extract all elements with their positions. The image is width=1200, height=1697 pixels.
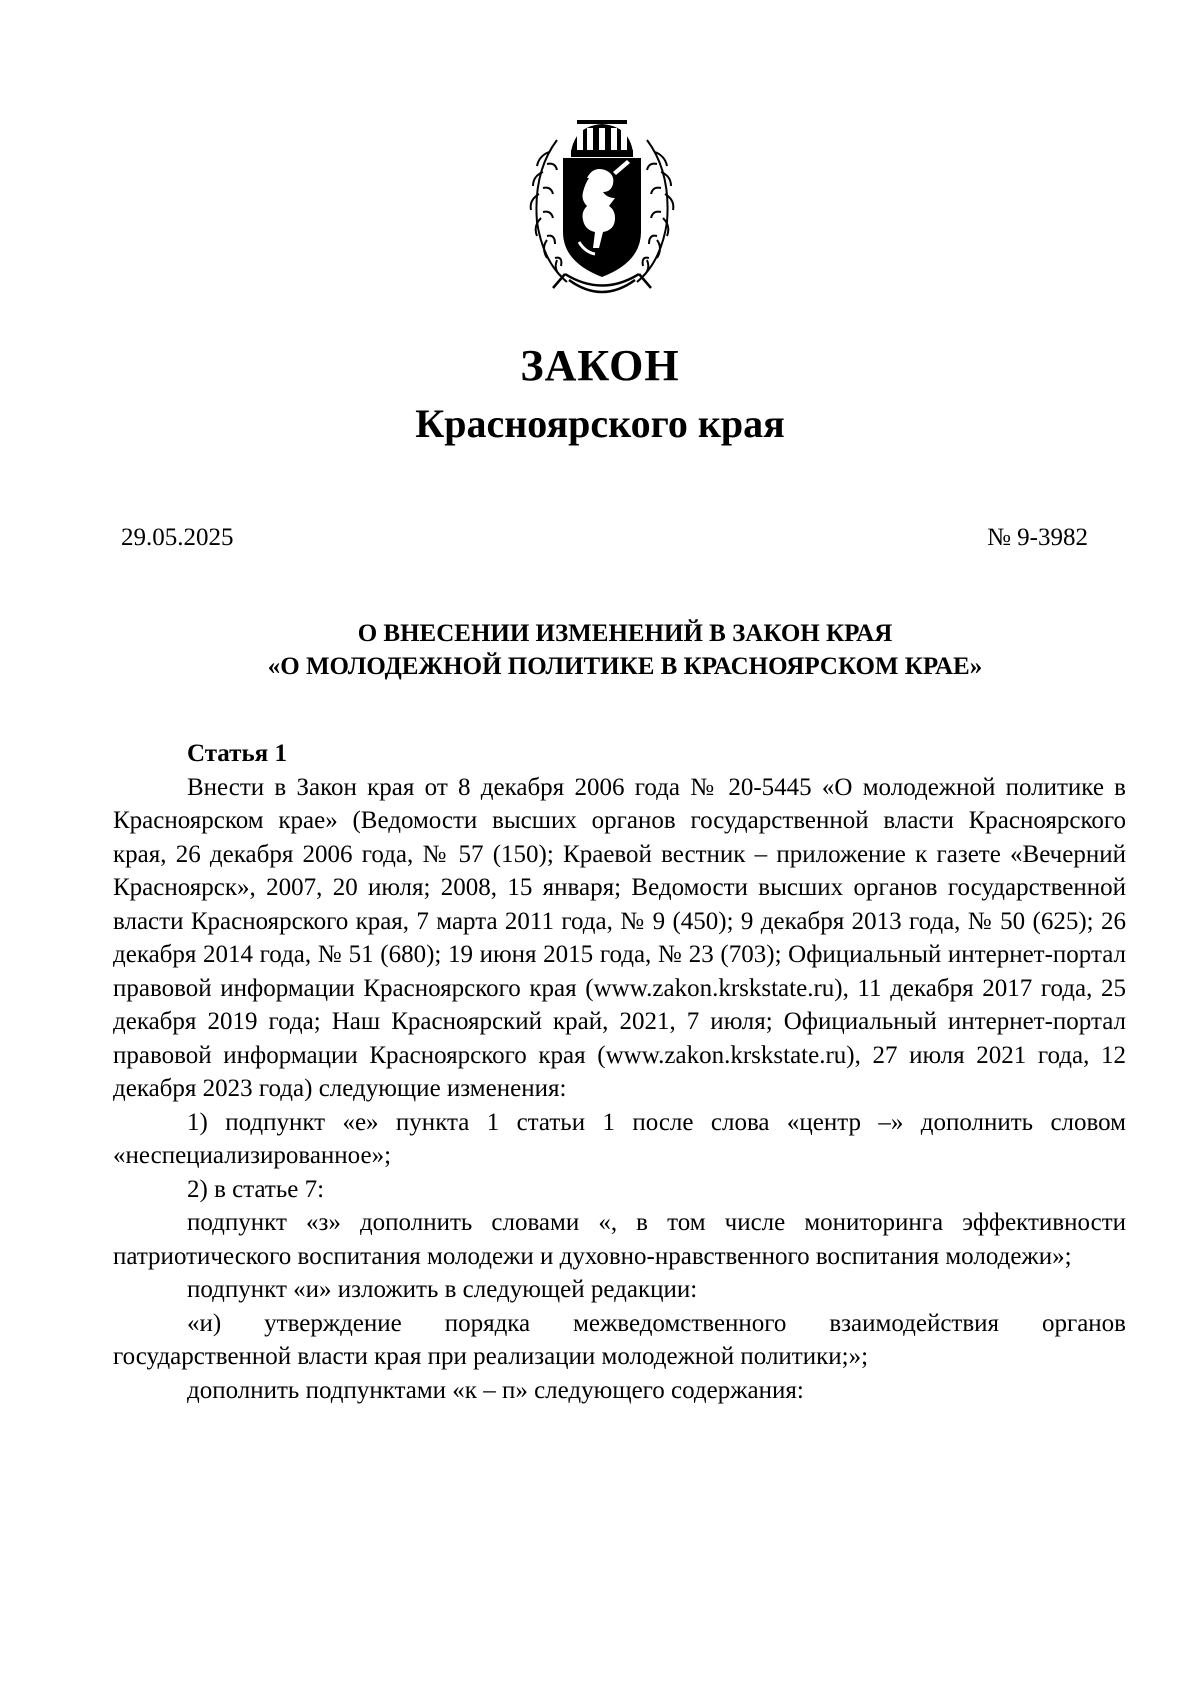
shield-icon [563,158,641,277]
article-paragraph: «и) утверждение порядка межведомственного взаимодействия органов государственной власти края при реализации молодежной политики;»; [113,1309,1126,1370]
law-heading-line-2: «О МОЛОДЕЖНОЙ ПОЛИТИКЕ В КРАСНОЯРСКОМ КРАЕ» [267,653,983,680]
article-paragraph: 2) в статье 7: [187,1175,325,1203]
article-body [113,737,1126,1407]
crown-icon [571,120,633,157]
article-heading: Статья 1 [187,740,287,767]
coat-of-arms-emblem [527,112,677,312]
law-region: Красноярского края [415,401,785,446]
law-date: 29.05.2025 [121,524,234,551]
article-paragraph: дополнить подпунктами «к – п» следующего содержания: [187,1376,804,1404]
article-paragraph: Внести в Закон края от 8 декабря 2006 года № 20-5445 «О молодежной политике в Красноярском крае» (Ведомости высших органов государственной власти Красноярского края, 26 декабря 2006 года, № 57 (150); Краевой вестник – приложение к газете «Вечерний Красноярск», 2007, 20 июля; 2008, 15 января; Ведомости высших органов государственной власти Красноярского края, 7 марта 2011 года, № 9 (450); 9 декабря 2013 года, № 50 (625); 26 декабря 2014 года, № 51 (680); 19 июня 2015 года, № 23 (703); Официальный интернет-портал правовой информации Красноярского края (www.zakon.krskstate.ru), 11 декабря 2017 года, 25 декабря 2019 года; Наш Красноярский край, 2021, 7 июля; Официальный интернет-портал правовой информации Красноярского края (www.zakon.krskstate.ru), 27 июля 2021 года, 12 декабря 2023 года) следующие изменения: [113,773,1126,1102]
law-title: ЗАКОН [520,341,680,390]
article-paragraph: подпункт «з» дополнить словами «, в том числе мониторинга эффективности патриотического воспитания молодежи и духовно-нравственного воспитания молодежи»; [113,1209,1126,1270]
law-heading-line-1: О ВНЕСЕНИИ ИЗМЕНЕНИЙ В ЗАКОН КРАЯ [357,620,893,647]
article-paragraph: 1) подпункт «е» пункта 1 статьи 1 после слова «центр –» дополнить словом «неспециализированное»; [113,1108,1126,1169]
article-paragraph: подпункт «и» изложить в следующей редакции: [187,1276,698,1303]
law-heading [0,617,1200,683]
law-number: № 9-3982 [987,524,1088,551]
